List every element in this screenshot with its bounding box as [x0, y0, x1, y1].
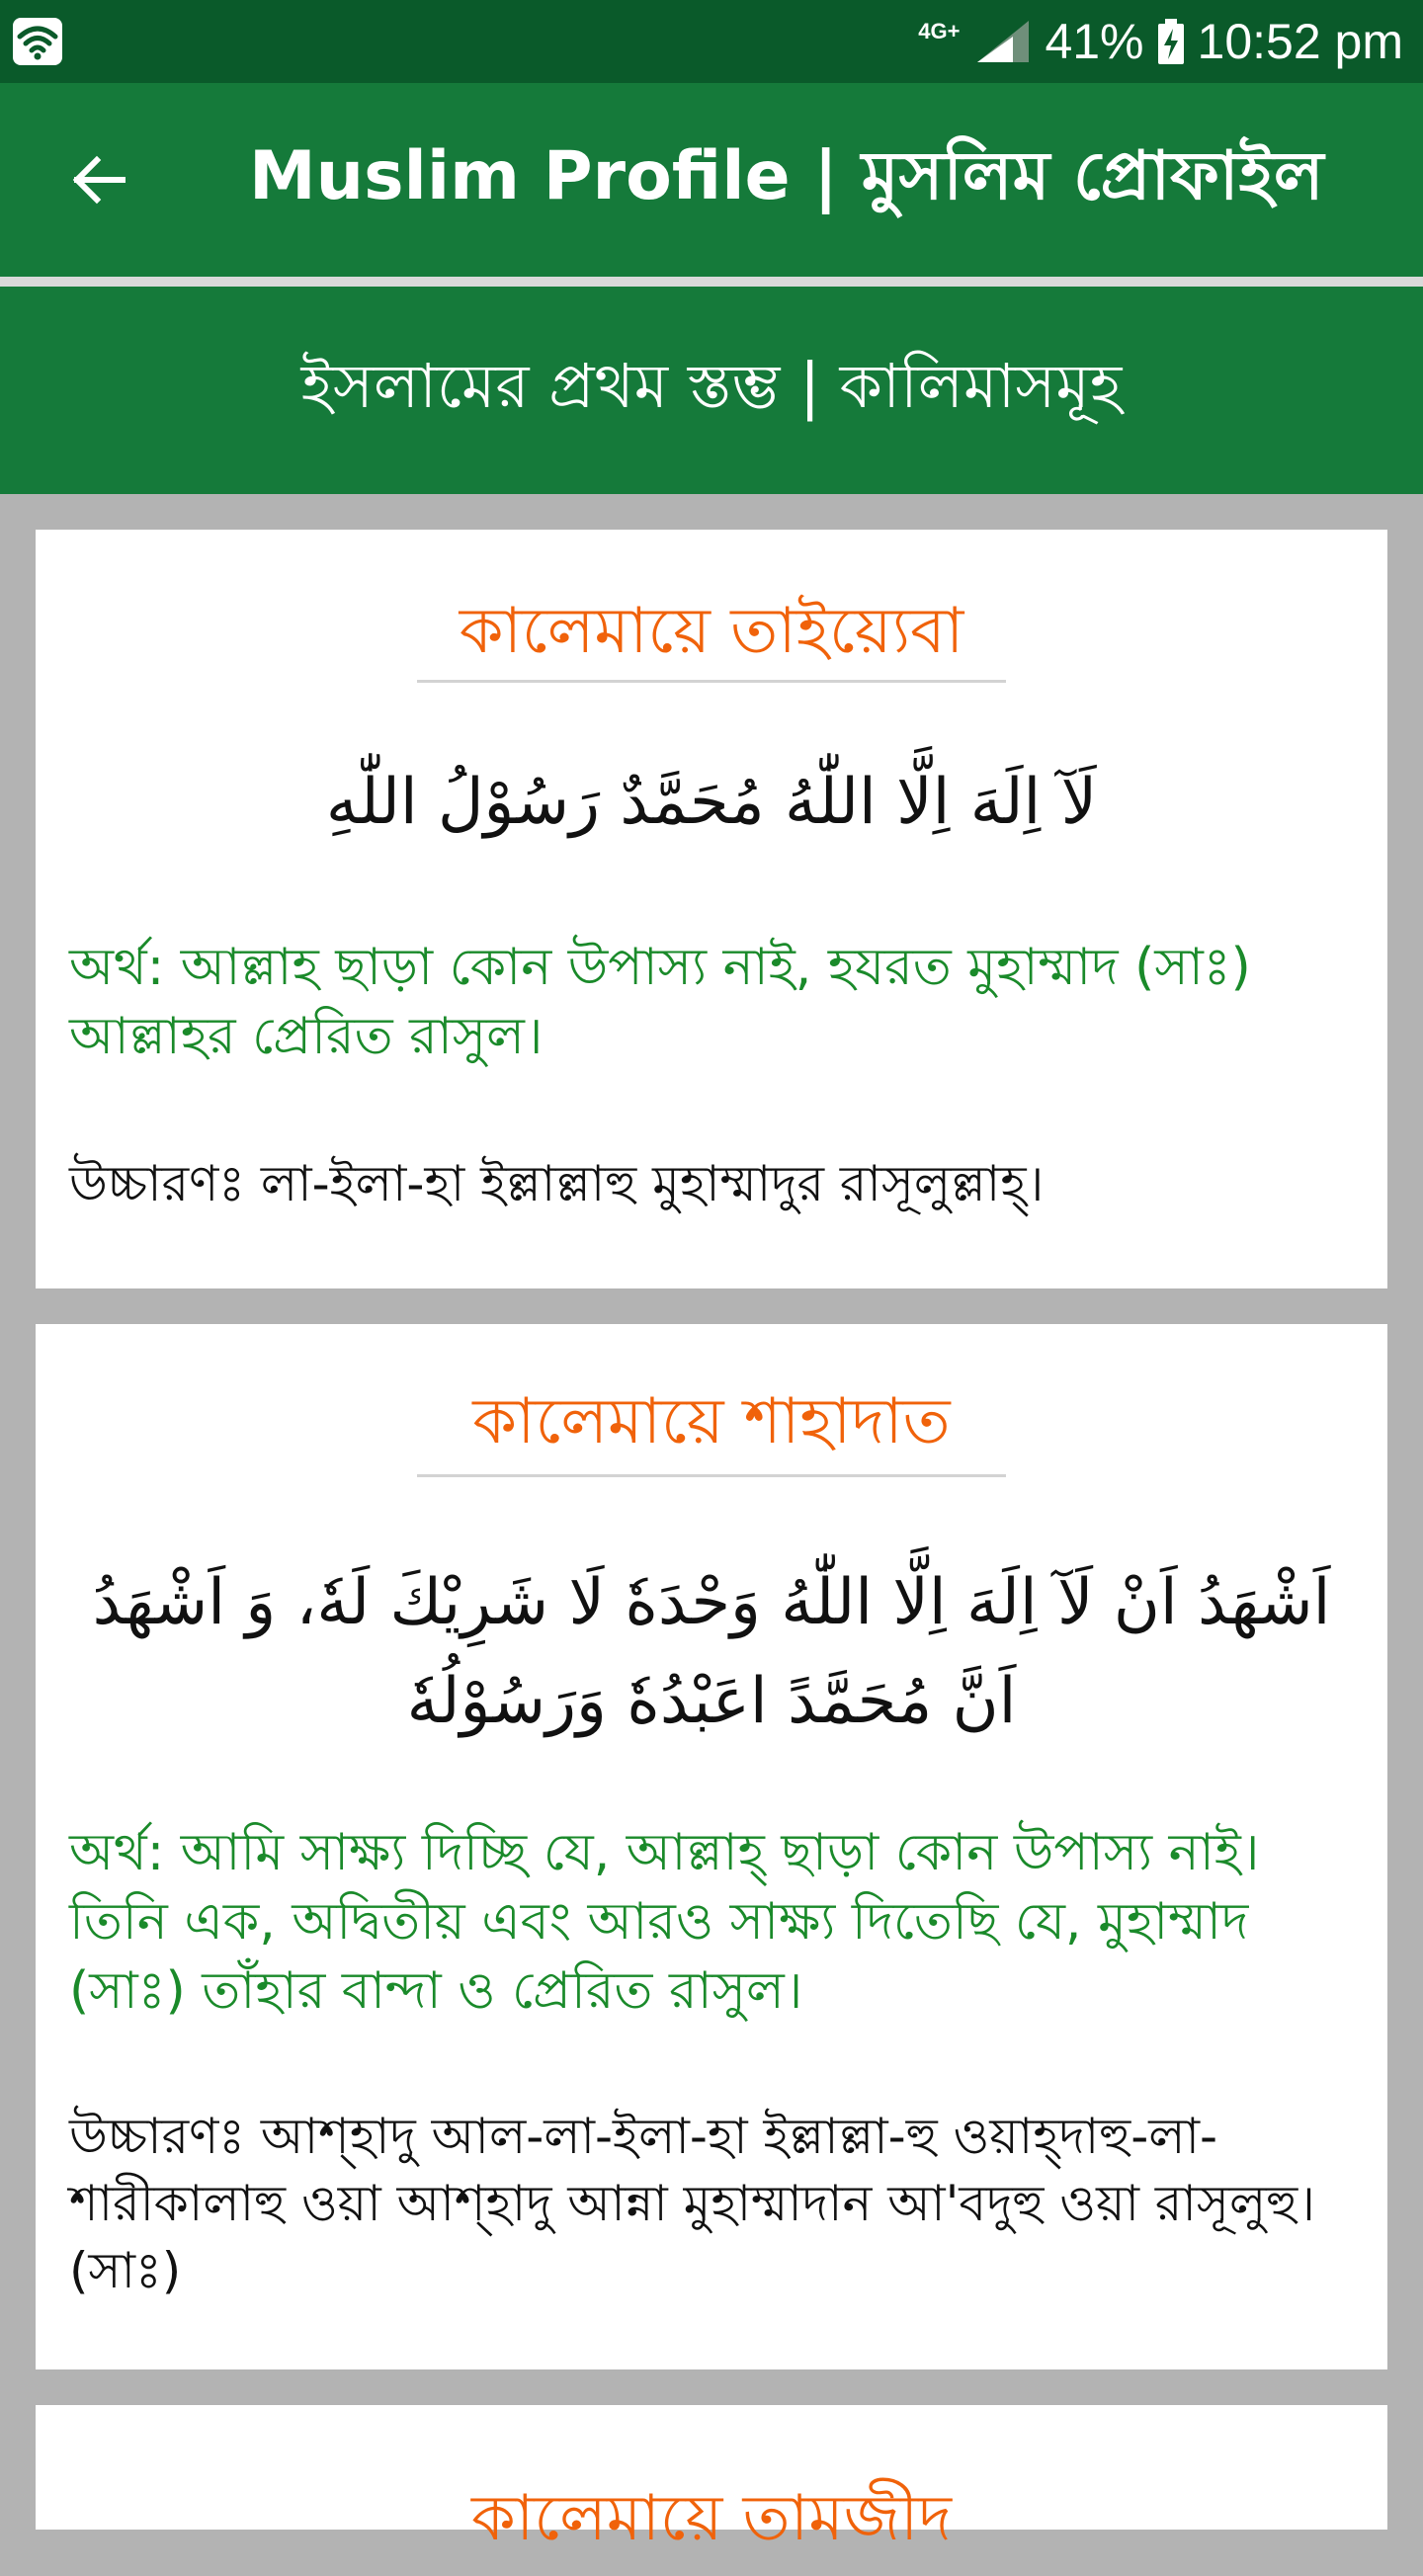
meaning-text: অর্থ: আল্লাহ ছাড়া কোন উপাস্য নাই, হযরত মুহাম্মাদ (সাঃ) আল্লাহর প্রেরিত রাসুল। [69, 938, 1251, 1066]
battery-charging-icon [1156, 17, 1186, 66]
wifi-icon [12, 17, 63, 66]
back-button[interactable] [59, 140, 138, 219]
arrow-left-icon [67, 148, 130, 211]
kalima-card [36, 530, 1387, 1288]
app-bar-divider [0, 277, 1423, 287]
arabic-text: لَآ اِلَهَ اِلَّا اللّٰهُ مُحَمَّدٌ رَسُوْلُ اللّٰهِ [325, 766, 1098, 839]
clock-time: 10:52 pm [1197, 14, 1403, 69]
pronunciation-text: উচ্চারণঃ আশ্হাদু আল-লা-ইলা-হা ইল্লাল্লা-হু ওয়াহ্দাহু-লা-শারীকালাহু ওয়া আশ্হাদু আন্না মুহাম্মাদান আ'বদুহু ওয়া রাসূলুহু।(সাঃ) [69, 2108, 1316, 2299]
kalima-card [36, 1324, 1387, 2369]
network-type-label: 4G+ [918, 19, 961, 43]
status-bar [0, 0, 1423, 83]
title-underline [417, 1474, 1006, 1477]
card-title: কালেমায়ে তাইয়্যেবা [459, 595, 964, 668]
battery-percent: 41% [1045, 14, 1144, 69]
arabic-text: اَشْهَدُ اَنْ لَآ اِلَهَ اِلَّا اللّٰهُ وَحْدَهٗ لَا شَرِيْكَ لَهٗ، وَ اَشْهَدُ اَنَّ مُحَمَّدً اعَبْدُهٗ وَرَسُوْلُهٗ [92, 1566, 1331, 1738]
section-header: ইসলামের প্রথম স্তম্ভ | কালিমাসমূহ [0, 287, 1423, 494]
kalima-card [36, 2405, 1387, 2555]
card-title: কালেমায়ে তামজীদ [471, 2482, 952, 2555]
title-underline [417, 680, 1006, 683]
meaning-text: অর্থ: আমি সাক্ষ্য দিচ্ছি যে, আল্লাহ্ ছাড়া কোন উপাস্য নাই। তিনি এক, অদ্বিতীয় এবং আরও সাক্ষ্য দিতেছি যে, মুহাম্মাদ (সাঃ) তাঁহার বান্দা ও প্রেরিত রাসুল। [69, 1823, 1260, 2021]
status-indicators [918, 0, 1403, 83]
app-bar [0, 83, 1423, 277]
signal-icon [973, 17, 1033, 66]
pronunciation-text: উচ্চারণঃ লা-ইলা-হা ইল্লাল্লাহু মুহাম্মাদুর রাসূলুল্লাহ্। [69, 1155, 1045, 1212]
card-title: কালেমায়ে শাহাদাত [472, 1385, 951, 1458]
app-title: Muslim Profile | মুসলিম প্রোফাইল [249, 137, 1324, 215]
